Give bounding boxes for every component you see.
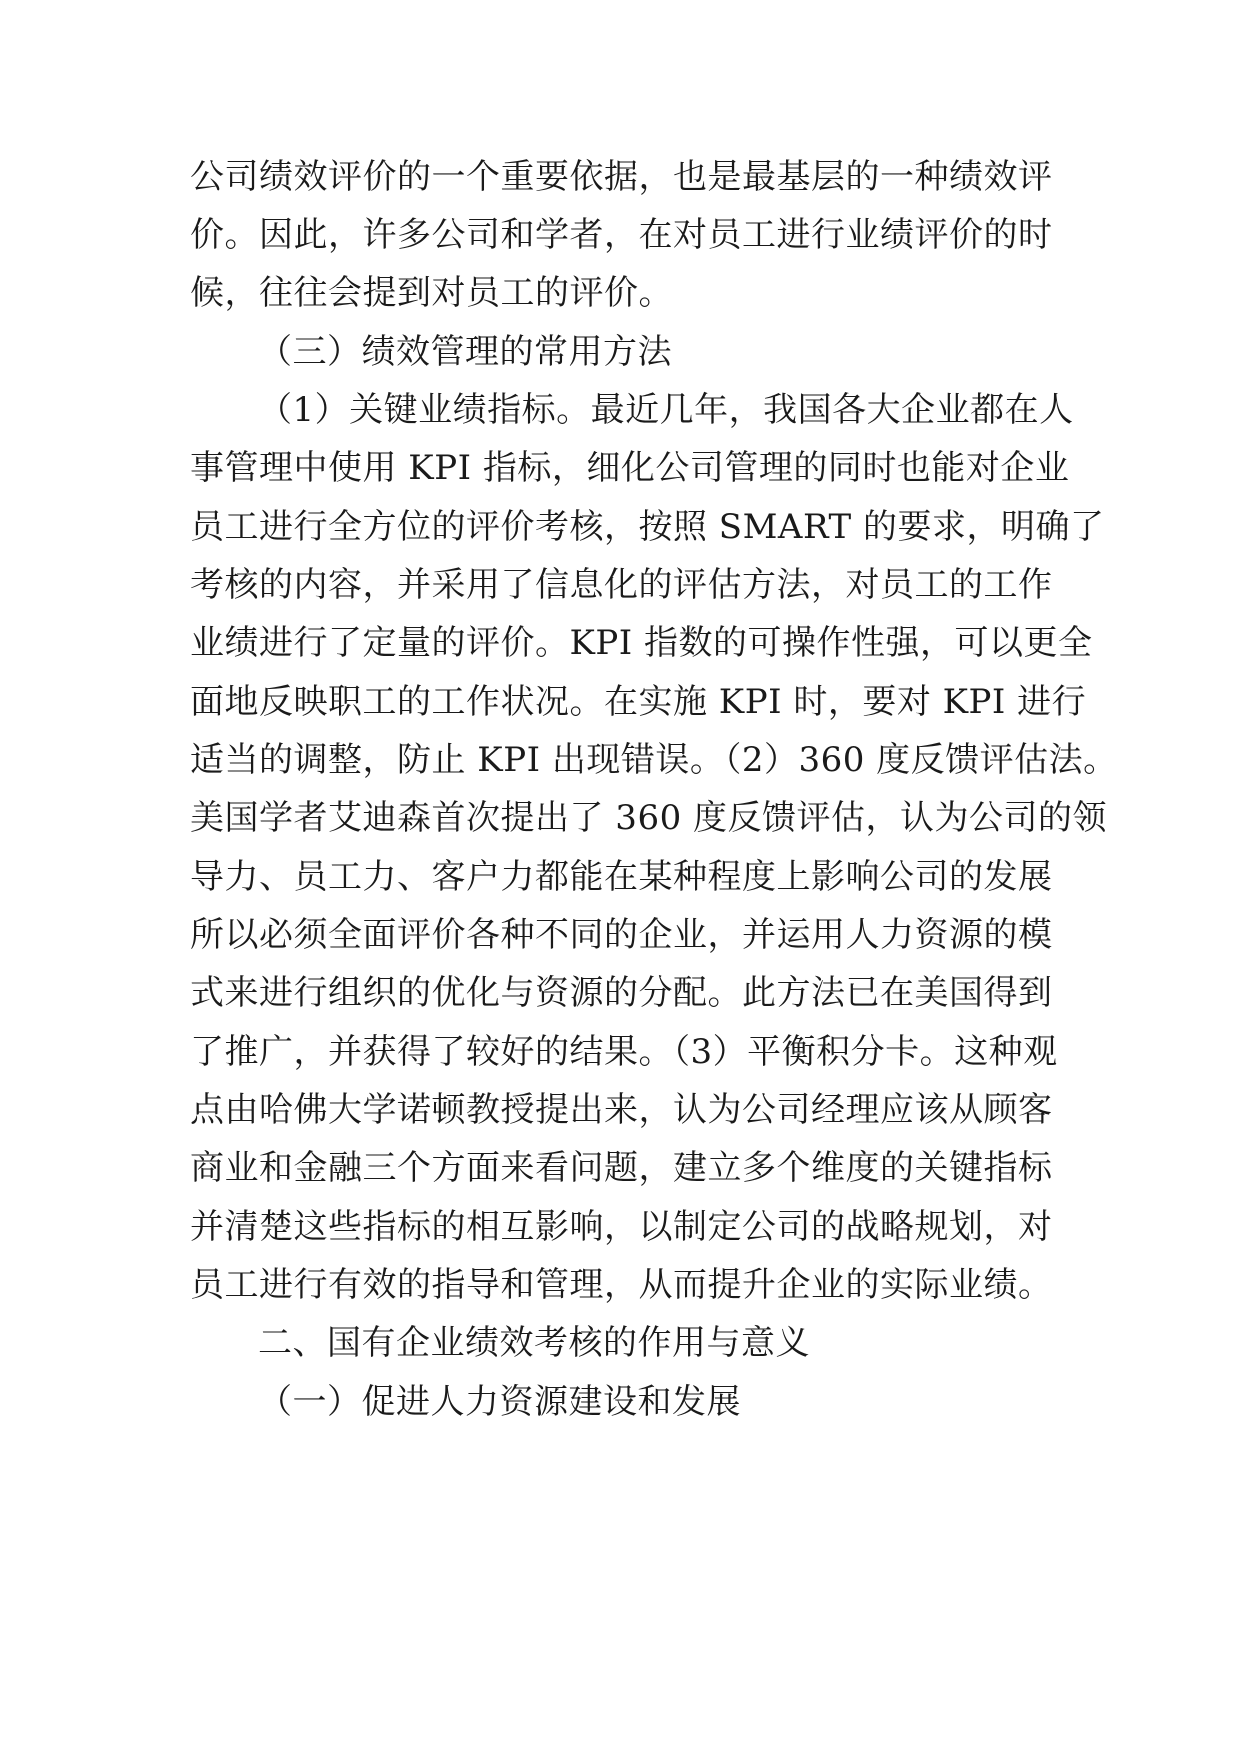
text-line: 美国学者艾迪森首次提出了 360 度反馈评估，认为公司的领 [190, 798, 1108, 838]
text-line: 式来进行组织的优化与资源的分配。此方法已在美国得到 [190, 973, 1053, 1013]
text-line: 商业和金融三个方面来看问题，建立多个维度的关键指标 [190, 1148, 1053, 1188]
text-line: 事管理中使用 KPI 指标，细化公司管理的同时也能对企业 [190, 448, 1070, 488]
text-line: 了推广，并获得了较好的结果。（3）平衡积分卡。这种观 [190, 1032, 1058, 1072]
text-line: （1）关键业绩指标。最近几年，我国各大企业都在人 [258, 390, 1074, 430]
text-line: 并清楚这些指标的相互影响，以制定公司的战略规划，对 [190, 1207, 1053, 1247]
text-line: 适当的调整，防止 KPI 出现错误。（2）360 度反馈评估法。 [190, 740, 1118, 780]
text-line: 导力、员工力、客户力都能在某种程度上影响公司的发展 [190, 857, 1053, 897]
text-line: 面地反映职工的工作状况。在实施 KPI 时，要对 KPI 进行 [190, 682, 1087, 722]
text-line: 价。因此，许多公司和学者，在对员工进行业绩评价的时 [190, 215, 1053, 255]
text-line: 考核的内容，并采用了信息化的评估方法，对员工的工作 [190, 565, 1053, 605]
text-line: 所以必须全面评价各种不同的企业，并运用人力资源的模 [190, 915, 1053, 955]
chapter-heading: 二、国有企业绩效考核的作用与意义 [258, 1323, 810, 1363]
text-line: 公司绩效评价的一个重要依据，也是最基层的一种绩效评 [190, 157, 1053, 197]
text-line: 点由哈佛大学诺顿教授提出来，认为公司经理应该从顾客 [190, 1090, 1053, 1130]
text-line: 候，往往会提到对员工的评价。 [190, 273, 673, 313]
text-line: 员工进行有效的指导和管理，从而提升企业的实际业绩。 [190, 1265, 1053, 1305]
section-heading: （一）促进人力资源建设和发展 [258, 1382, 741, 1422]
text-line: 业绩进行了定量的评价。KPI 指数的可操作性强，可以更全 [190, 623, 1093, 663]
text-line: 员工进行全方位的评价考核，按照 SMART 的要求，明确了 [190, 507, 1105, 547]
section-heading: （三）绩效管理的常用方法 [258, 332, 672, 372]
